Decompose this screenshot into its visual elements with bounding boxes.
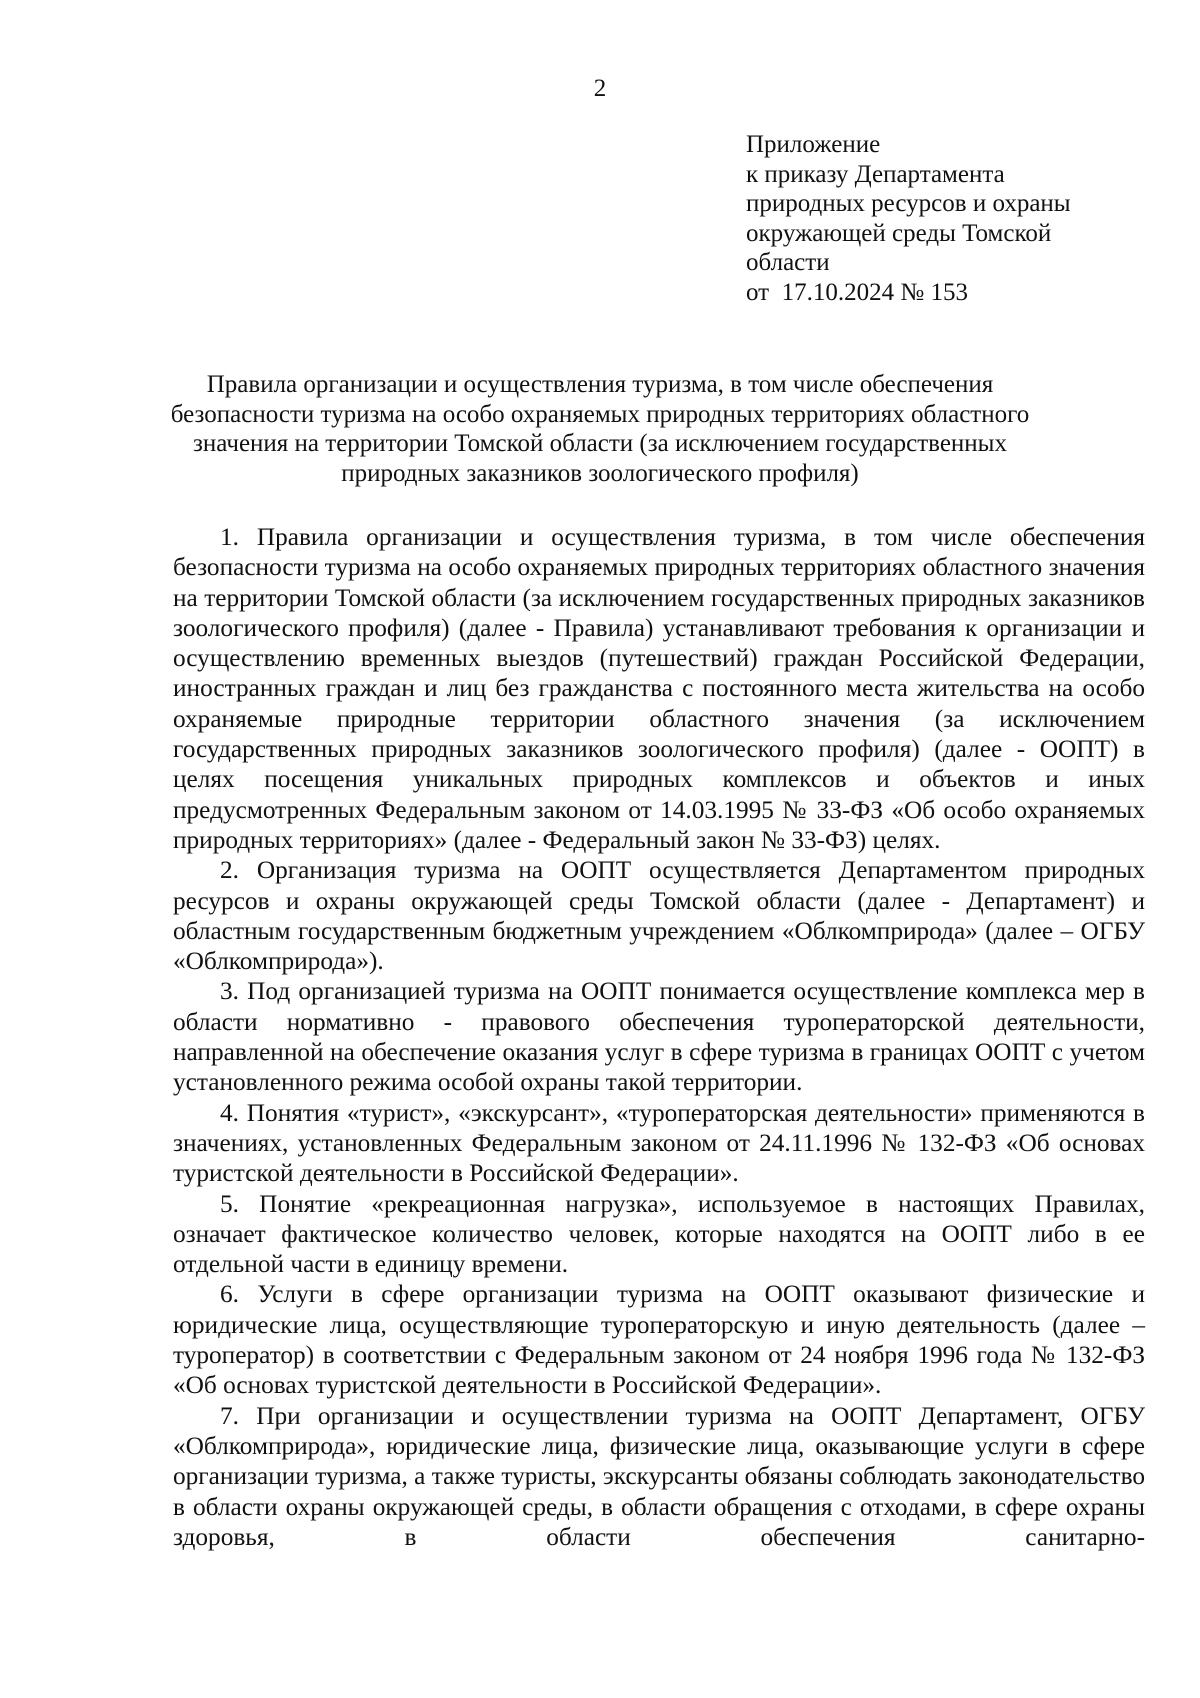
appendix-date-line: от 17.10.2024 № 153 (746, 278, 968, 306)
appendix-line: природных ресурсов и охраны (746, 190, 1071, 217)
title-line: природных заказников зоологического профиля) (341, 459, 859, 487)
appendix-line: окружающей среды Томской (746, 219, 1052, 247)
document-title (150, 370, 1050, 488)
appendix-line: к приказу Департамента (746, 160, 1005, 188)
paragraph-5: 5. Понятие «рекреационная нагрузка», используемое в настоящих Правилах, означает фактическое количество человек, которые находятся на ООПТ либо в ее отдельной части в единицу времени. (173, 1189, 1145, 1279)
appendix-line: области (746, 249, 830, 276)
paragraph-2: 2. Организация туризма на ООПТ осуществляется Департаментом природных ресурсов и охраны окружающей среды Томской области (далее - Департамент) и областным государственным бюджетным учреждением «Облкомприрода» (далее – ОГБУ «Облкомприрода»). (173, 856, 1145, 976)
paragraph-6: 6. Услуги в сфере организации туризма на ООПТ оказывают физические и юридические лица, осуществляющие туроператорскую и иную деятельность (далее – туроператор) в соответствии с Федеральным законом от 24 ноября 1996 года № 132-ФЗ «Об основах туристской деятельности в Российской Федерации». (173, 1280, 1145, 1400)
page-number: 2 (593, 75, 607, 102)
title-line: Правила организации и осуществления туризма, в том числе обеспечения (206, 371, 994, 398)
paragraph-7: 7. При организации и осуществлении туризма на ООПТ Департамент, ОГБУ «Облкомприрода», юридические лица, физические лица, оказывающие услуги в сфере организации туризма, а также туристы, экскурсанты обязаны соблюдать законодательство в области охраны окружающей среды, в области обращения с отходами, в сфере охраны здоровья, в области обеспечения санитарно- (173, 1401, 1145, 1551)
paragraph-3: 3. Под организацией туризма на ООПТ понимается осуществление комплекса мер в области нормативно - правового обеспечения туроператорской деятельности, направленной на обеспечение оказания услуг в сфере туризма в границах ООПТ с учетом установленного режима особой охраны такой территории. (173, 977, 1145, 1097)
paragraph-1: 1. Правила организации и осуществления туризма, в том числе обеспечения безопасности туризма на особо охраняемых природных территориях областного значения на территории Томской области (за исключением государственных природных заказников зоологического профиля) (далее - Правила) устанавливают требования к организации и осуществлению временных выездов (путешествий) граждан Российской Федерации, иностранных граждан и лиц без гражданства с постоянного места жительства на особо охраняемые природные территории областного значения (за исключением государственных природных заказников зоологического профиля) (далее - ООПТ) в целях посещения уникальных природных комплексов и объектов и иных предусмотренных Федеральным законом от 14.03.1995 № 33-ФЗ «Об особо охраняемых природных территориях» (далее - Федеральный закон № 33-ФЗ) целях. (173, 523, 1145, 854)
document-body (173, 522, 1145, 1552)
appendix-block (746, 130, 1166, 307)
paragraph-4: 4. Понятия «турист», «экскурсант», «туроператорская деятельности» применяются в значениях, установленных Федеральным законом от 24.11.1996 № 132-ФЗ «Об основах туристской деятельности в Российской Федерации». (173, 1098, 1145, 1188)
appendix-line: Приложение (746, 131, 881, 158)
title-line: значения на территории Томской области (за исключением государственных (193, 430, 1007, 457)
title-line: безопасности туризма на особо охраняемых природных территориях областного (170, 400, 1030, 428)
